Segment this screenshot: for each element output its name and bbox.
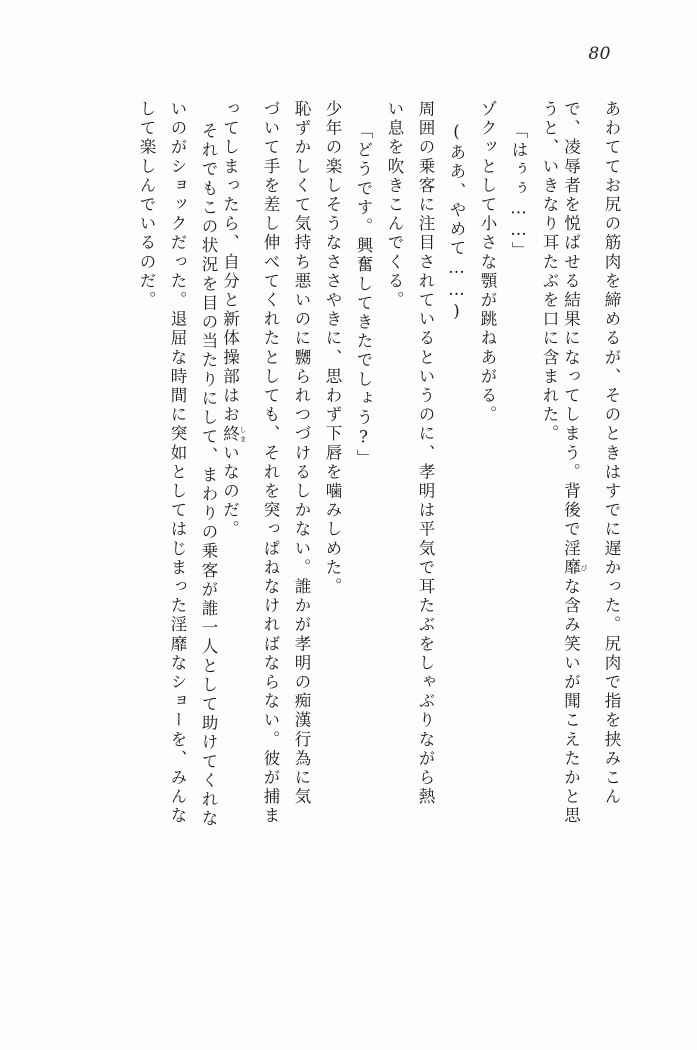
text-column: ゾクッとして小さな顎が跳ねあがる。 — [478, 100, 497, 425]
text-column: いのがショックだった。退屈な時間に突如としてはじまった淫靡なショーを、みんな — [168, 100, 187, 826]
text-column: 「どうです。興奮してきたでしょう?」 — [354, 122, 373, 469]
text-column: うと、いきなり耳たぶを口に含まれた。 — [540, 100, 559, 444]
text-column: ってしまったら、自分と新体操部はお終 しまいなのだ。 — [220, 100, 247, 540]
page-number: 80 — [588, 44, 611, 64]
text-column: それでもこの状況を目の当たりにして、まわりの乗客が誰一人として助けてくれな — [199, 122, 218, 829]
text-column: して楽しんでいるのだ。 — [137, 100, 156, 311]
text-column: あわててお尻の筋肉を締めるが、そのときはすでに遅かった。尻肉で指を挟みこん — [602, 100, 621, 807]
text-column: で、凌辱者を悦ばせる結果になってしまう。背後で淫靡 びな含み笑いが聞こえたかと思 — [561, 100, 588, 826]
text-column: 「はぅぅ……」 — [509, 122, 528, 261]
text-column: い息を吹きこんでくる。 — [385, 100, 404, 311]
vertical-text-body — [66, 100, 619, 990]
text-column: (ああ、やめて……) — [447, 122, 466, 323]
text-column: 少年の楽しそうなささやきに、思わず下唇を噛みしめた。 — [323, 100, 342, 597]
text-column: 周囲の乗客に注目されているというのに、孝明は平気で耳たぶをしゃぶりながら熱 — [416, 100, 435, 807]
text-column: 恥ずかしくて気持ち悪いのに嬲られつづけるしかない。誰かが孝明の痴漢行為に気 — [292, 100, 311, 807]
text-column: づいて手を差し伸べてくれたとしても、それを突っぱねなければならない。彼が捕ま — [261, 100, 280, 826]
